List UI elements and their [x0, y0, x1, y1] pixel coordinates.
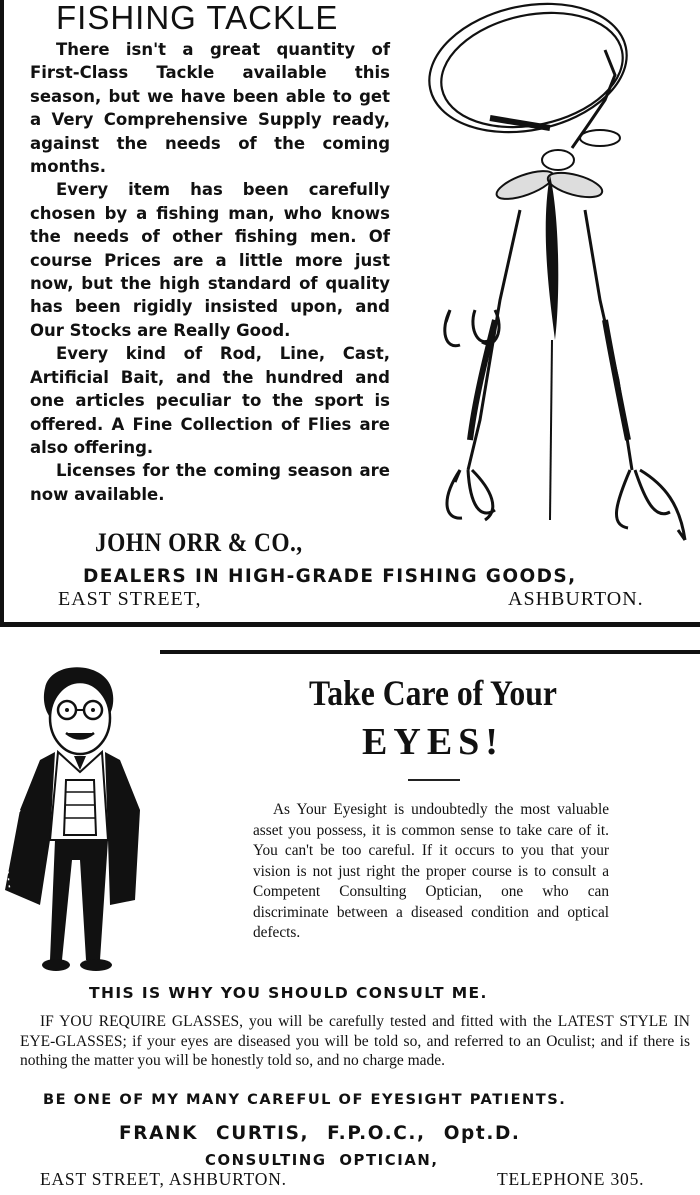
ad-divider-rule-secondary	[160, 650, 700, 654]
optician-subhead: THIS IS WHY YOU SHOULD CONSULT ME.	[89, 984, 488, 1002]
optician-title: CONSULTING OPTICIAN,	[205, 1152, 439, 1169]
tackle-ad-copy	[30, 38, 390, 506]
optician-call-to-action: BE ONE OF MY MANY CAREFUL OF EYESIGHT PATIENTS.	[43, 1091, 567, 1108]
optician-name: FRANK CURTIS, F.P.O.C., Opt.D.	[119, 1123, 521, 1144]
left-column-rule	[0, 0, 4, 622]
tackle-paragraph: There isn't a great quantity of First-Class Tackle available this season, but we have been able to get a Very Comprehensive Supply ready, against the needs of the coming months.	[30, 40, 390, 177]
tackle-paragraph: Every item has been carefully chosen by a fishing man, who knows the needs of other fishing men. Of course Prices are a little more just now, but the high standard of quality has been rigidly insisted upon, and Our Stocks are Really Good.	[30, 180, 390, 340]
tackle-ad-title: FISHING TACKLE	[56, 0, 339, 36]
tackle-town: ASHBURTON.	[508, 588, 644, 610]
tackle-paragraph: Every kind of Rod, Line, Cast, Artificial Bait, and the hundred and one articles peculiar to the sport is offered. A Fine Collection of Flies are also offering.	[30, 344, 390, 457]
spectacled-man-cartoon	[0, 660, 160, 980]
fishing-lure-illustration	[400, 0, 700, 560]
optician-headline-line1: Take Care of Your	[309, 673, 557, 713]
optician-intro-text: As Your Eyesight is undoubtedly the most valuable asset you possess, it is common sense to take care of it. You can't be too careful. If it occurs to you that your vision is not just right the proper course is to consult a Competent Consulting Optician, one who can discriminate between a diseased condition and optical defects.	[253, 801, 609, 941]
headline-underline	[408, 779, 460, 781]
optician-telephone: TELEPHONE 305.	[497, 1169, 645, 1189]
tackle-tagline: DEALERS IN HIGH-GRADE FISHING GOODS,	[83, 566, 577, 587]
tackle-firm-name: JOHN ORR & CO.,	[95, 528, 303, 557]
tackle-street: EAST STREET,	[58, 588, 202, 610]
ad-divider-rule	[0, 622, 700, 627]
optician-address: EAST STREET, ASHBURTON.	[40, 1169, 287, 1189]
optician-headline-line2: EYES!	[362, 721, 504, 763]
optician-body-text: IF YOU REQUIRE GLASSES, you will be carefully tested and fitted with the LATEST STYLE IN EYE-GLASSES; if your eyes are diseased you will be told so, and referred to an Oculist; and if there is nothing the matter you will be honestly told so, and no charge made.	[20, 1013, 690, 1070]
tackle-paragraph: Licenses for the coming season are now available.	[30, 461, 390, 504]
